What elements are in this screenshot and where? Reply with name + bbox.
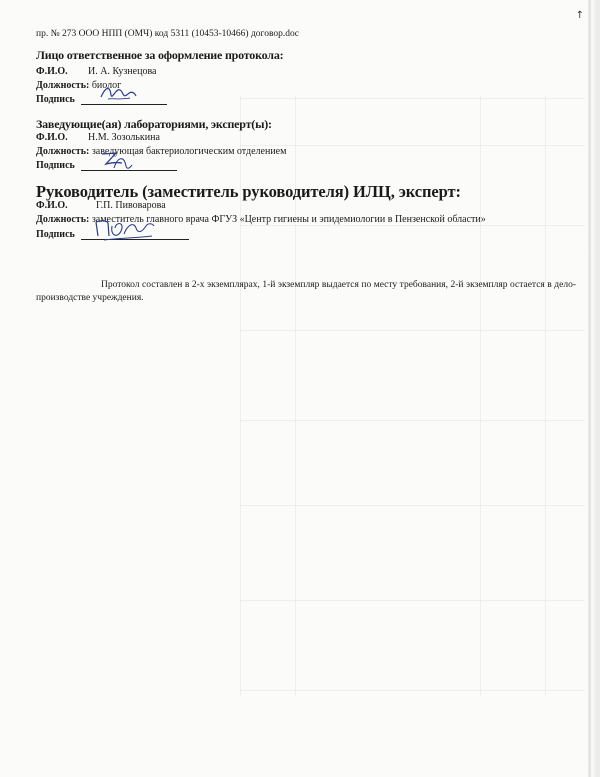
signature-label: Подпись <box>36 94 75 105</box>
signature-label: Подпись <box>36 160 75 171</box>
bleed-line <box>240 505 585 506</box>
lab-head-position-row <box>36 146 286 157</box>
bleed-line <box>240 420 585 421</box>
signature-zozolkina <box>96 148 136 174</box>
corner-mark: ↑ <box>575 10 584 21</box>
lab-head-fio-value: Н.М. Зозолькина <box>88 132 160 143</box>
director-fio-row <box>36 200 68 211</box>
bleed-line <box>240 98 585 99</box>
bleed-line <box>240 225 585 226</box>
position-value: биолог <box>91 80 122 91</box>
position-label: Должность: <box>36 146 90 157</box>
fio-label: Ф.И.О. <box>36 200 68 211</box>
lab-head-fio-row <box>36 132 68 143</box>
bleed-line <box>240 690 585 691</box>
protocol-copies-note: Протокол составлен в 2-х экземплярах, 1-й экземпляр выдается по месту требования, 2-й экземпляр остается в дело-производстве учреждения. <box>36 280 576 303</box>
signature-kuznetsova <box>98 82 138 104</box>
bleed-line <box>480 95 481 695</box>
signature-label: Подпись <box>36 229 75 240</box>
bleed-line <box>545 95 546 695</box>
responsible-fio-row <box>36 66 68 77</box>
responsible-title: Лицо ответственное за оформление протокола: <box>36 48 284 62</box>
position-value: заведующая бактериологическим отделением <box>91 146 287 157</box>
signature-pivovarova <box>90 214 160 244</box>
bleed-line <box>240 600 585 601</box>
director-fio-value: Г.П. Пивоварова <box>96 200 166 211</box>
bleed-line <box>240 330 585 331</box>
fio-label: Ф.И.О. <box>36 132 68 143</box>
position-label: Должность: <box>36 214 90 225</box>
position-label: Должность: <box>36 80 90 91</box>
lab-head-title: Заведующие(ая) лабораториями, эксперт(ы): <box>36 117 272 131</box>
director-title: Руководитель (заместитель руководителя) ИЛЦ, эксперт: <box>36 182 461 201</box>
fio-label: Ф.И.О. <box>36 66 68 77</box>
position-value: заместитель главного врача ФГУЗ «Центр гигиены и эпидемиологии в Пензенской области» <box>91 214 486 225</box>
bleed-line <box>240 145 585 146</box>
file-reference-line: пр. № 273 ООО НПП (ОМЧ) код 5311 (10453-10466) договор.doc <box>36 29 299 39</box>
responsible-fio-value: И. А. Кузнецова <box>88 66 157 77</box>
